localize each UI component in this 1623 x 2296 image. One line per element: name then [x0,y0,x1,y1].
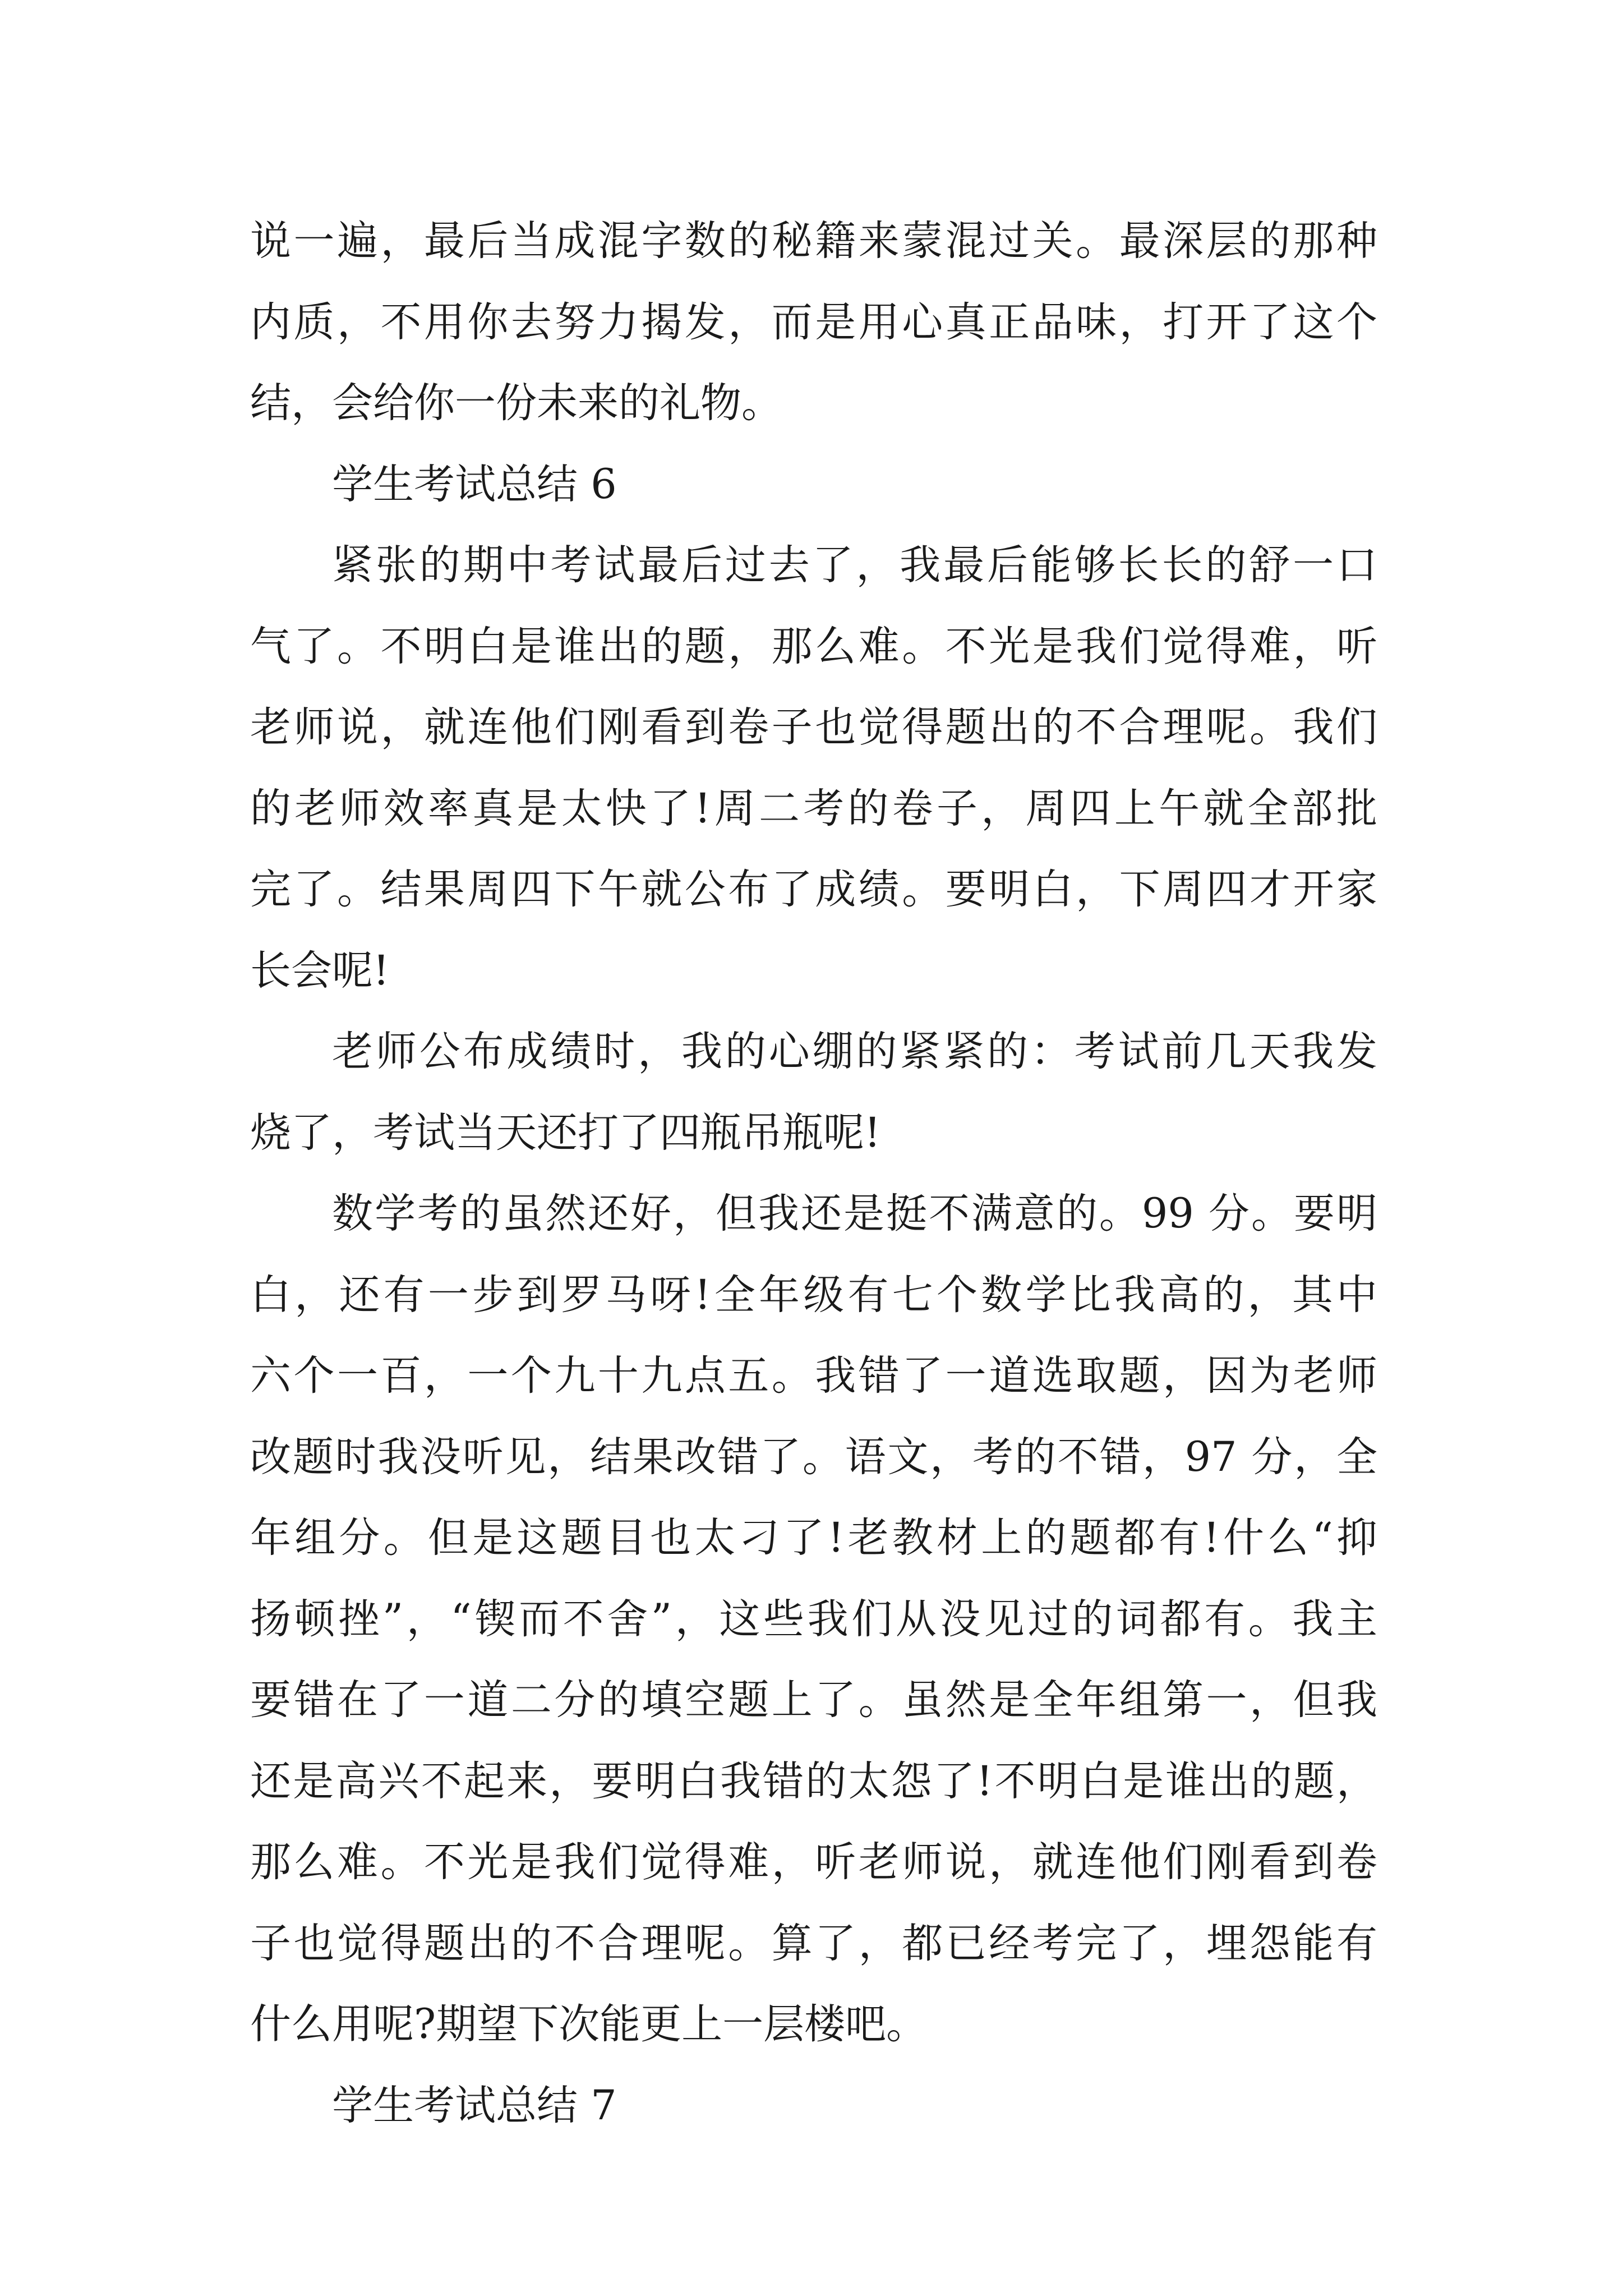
text-line: 改题时我没听见，结果改错了。语文，考的不错，97 分，全 [250,1433,1377,1481]
text-line: 六个一百，一个九十九点五。我错了一道选取题，因为老师 [250,1352,1377,1400]
text-line: 扬顿挫”，“锲而不舍”，这些我们从没见过的词都有。我主 [250,1595,1377,1643]
text-line: 长会呢! [250,946,390,995]
text-line: 老师公布成绩时，我的心绷的紧紧的：考试前几天我发 [332,1028,1377,1075]
text-line: 白，还有一步到罗马呀!全年级有七个数学比我高的，其中 [250,1271,1377,1319]
text-line: 说一遍，最后当成混字数的秘籍来蒙混过关。最深层的那种 [250,217,1377,265]
text-line: 完了。结果周四下午就公布了成绩。要明白，下周四才开家 [250,866,1377,913]
text-line: 紧张的期中考试最后过去了，我最后能够长长的舒一口 [332,541,1377,589]
section-heading: 学生考试总结 6 [332,460,617,508]
text-line: 那么难。不光是我们觉得难，听老师说，就连他们刚看到卷 [250,1838,1377,1886]
text-line: 什么用呢?期望下次能更上一层楼吧。 [250,2000,928,2048]
text-line: 烧了，考试当天还打了四瓶吊瓶呢! [250,1108,881,1157]
text-line: 内质，不用你去努力揭发，而是用心真正品味，打开了这个 [250,298,1377,346]
text-line: 数学考的虽然还好，但我还是挺不满意的。99 分。要明 [332,1190,1377,1237]
text-line: 老师说，就连他们刚看到卷子也觉得题出的不合理呢。我们 [250,703,1377,751]
text-line: 气了。不明白是谁出的题，那么难。不光是我们觉得难，听 [250,622,1377,670]
text-line: 的老师效率真是太快了!周二考的卷子，周四上午就全部批 [250,784,1377,832]
text-line: 还是高兴不起来，要明白我错的太怨了!不明白是谁出的题， [250,1757,1377,1805]
text-line: 结，会给你一份未来的礼物。 [250,379,782,427]
text-line: 子也觉得题出的不合理呢。算了，都已经考完了，埋怨能有 [250,1919,1377,1967]
text-line: 要错在了一道二分的填空题上了。虽然是全年组第一，但我 [250,1676,1377,1724]
text-line: 年组分。但是这题目也太刁了!老教材上的题都有!什么“抑 [250,1514,1377,1562]
section-heading: 学生考试总结 7 [332,2081,617,2129]
body-text [250,201,1377,2146]
